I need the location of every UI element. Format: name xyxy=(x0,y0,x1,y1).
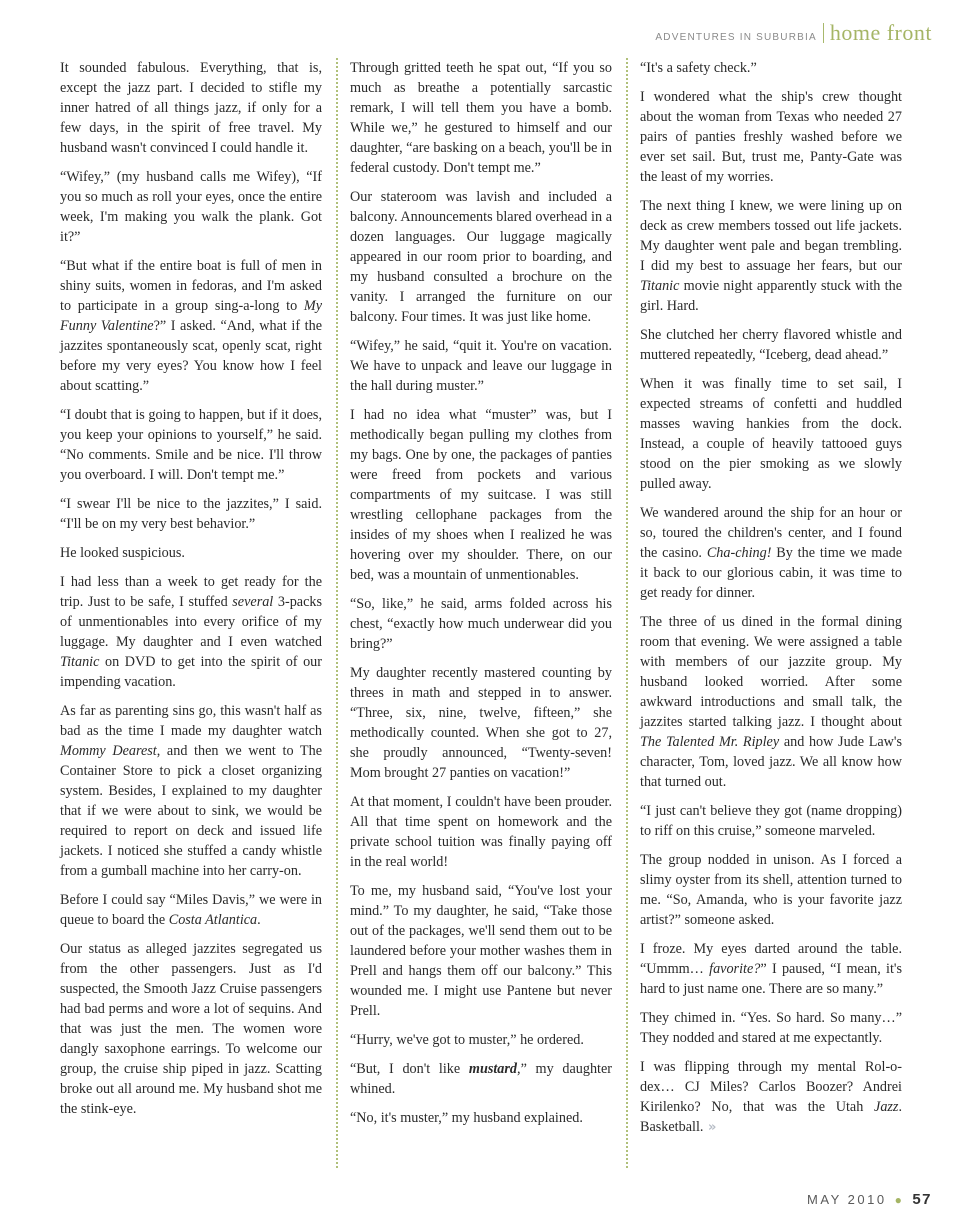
paragraph: As far as parenting sins go, this wasn't half as bad as the time I made my daughter watch Mommy Dearest, and then we went to The Container Store to pick a closet organizing system. Besides, I explained to my daughter that if we were about to sink, we would be required to report on deck and issued life jackets. I noticed she stuffed a candy whistle from a gumball machine into her carry-on. xyxy=(60,703,322,879)
paragraph: They chimed in. “Yes. So hard. So many…” They nodded and stared at me expectantly. xyxy=(640,1010,902,1046)
paragraph: Our stateroom was lavish and included a balcony. Announcements blared overhead in a dozen languages. Our luggage magically appeared in our room prior to boarding, and my husband consulted a brochure on the vanity. I arranged the furniture on our balcony. Four times. It was just like home. xyxy=(350,189,612,325)
paragraph: “But, I don't like mustard,” my daughter whined. xyxy=(350,1061,613,1097)
header-divider xyxy=(823,23,824,43)
end-of-page-chevron-icon: » xyxy=(703,1120,717,1135)
issue-date: MAY 2010 xyxy=(807,1192,887,1207)
paragraph: “I just can't believe they got (name dropping) to riff on this cruise,” someone marveled. xyxy=(640,803,902,839)
paragraph: Our status as alleged jazzites segregated us from the other passengers. Just as I'd suspected, the Smooth Jazz Cruise passengers had bad perms and wore a lot of sequins. And that was just the men. The women wore dangly saxophone earrings. To welcome our group, the cruise ship piped in jazz. Scatting broke out all around me. My husband shot me the stink-eye. xyxy=(60,941,322,1117)
header-kicker: ADVENTURES IN SUBURBIA xyxy=(655,32,817,43)
footer-bullet: ● xyxy=(894,1193,905,1207)
column-divider-1 xyxy=(336,58,338,1168)
article-column-1 xyxy=(60,58,322,1128)
paragraph: Before I could say “Miles Davis,” we were in queue to board the Costa Atlantica. xyxy=(60,892,322,928)
paragraph: When it was finally time to set sail, I expected streams of confetti and huddled masses waving hankies from the dock. Instead, a couple of heavily tattooed guys stood on the pier smoking as we slowly pulled away. xyxy=(640,376,902,492)
paragraph: It sounded fabulous. Everything, that is, except the jazz part. I decided to stifle my inner hatred of all things jazz, if only for a few days, in the spirit of free travel. My husband wasn't convinced I could handle it. xyxy=(60,60,322,156)
paragraph: “It's a safety check.” xyxy=(640,60,757,76)
article-column-2 xyxy=(350,58,612,1137)
paragraph: “No, it's muster,” my husband explained. xyxy=(350,1110,583,1126)
paragraph: The group nodded in unison. As I forced a slimy oyster from its shell, attention turned to me. “So, Amanda, who is your favorite jazz artist?” someone asked. xyxy=(640,852,902,928)
paragraph: “But what if the entire boat is full of men in shiny suits, women in fedoras, and I'm asked to participate in a group sing-a-long to My Funny Valentine?” I asked. “And, what if the jazzites spontaneously scat, openly scat, right before my very eyes? You know how I feel about scatting.” xyxy=(60,258,322,394)
paragraph: The three of us dined in the formal dining room that evening. We were assigned a table with members of our jazzite group. My husband looked worried. After some awkward introductions and small talk, the jazzites started talking jazz. I thought about The Talented Mr. Ripley and how Jude Law's character, Tom, loved jazz. We all know how that turned out. xyxy=(640,614,902,790)
paragraph: We wandered around the ship for an hour or so, toured the children's center, and I found the casino. Cha-ching! By the time we made it back to our glorious cabin, it was time to get ready for dinner. xyxy=(640,505,903,601)
article-column-3 xyxy=(640,58,902,1147)
paragraph: “So, like,” he said, arms folded across his chest, “exactly how much underwear did you bring?” xyxy=(350,596,612,652)
paragraph: My daughter recently mastered counting by threes in math and stepped in to answer. “Three, six, nine, twelve, fifteen,” she methodically counted. When she got to 27, she proudly announced, “Twenty-seven! Mom brought 27 panties on vacation!” xyxy=(350,665,612,781)
page-footer xyxy=(807,1191,932,1208)
paragraph: “I doubt that is going to happen, but if it does, you keep your opinions to yourself,” he said. “No comments. Smile and be nice. I'll throw you overboard. I will. Don't tempt me.” xyxy=(60,407,322,483)
page-number: 57 xyxy=(912,1191,932,1208)
paragraph: “Hurry, we've got to muster,” he ordered. xyxy=(350,1032,584,1048)
paragraph: The next thing I knew, we were lining up on deck as crew members tossed out life jackets. My daughter went pale and began trembling. I did my best to assuage her fears, but our Titanic movie night apparently stuck with the girl. Hard. xyxy=(640,198,902,314)
paragraph: I froze. My eyes darted around the table. “Ummm… favorite?” I paused, “I mean, it's hard to just name one. There are so many.” xyxy=(640,941,902,997)
paragraph: “Wifey,” he said, “quit it. You're on vacation. We have to unpack and leave our luggage in the hall during muster.” xyxy=(350,338,612,394)
column-divider-2 xyxy=(626,58,628,1168)
paragraph: To me, my husband said, “You've lost your mind.” To my daughter, he said, “Take those out of the packages, we'll send them out to be laundered before your mother washes them in Prell and hangs them off our balcony.” This wounded me. I might use Pantene but never Prell. xyxy=(350,883,612,1019)
paragraph: I had no idea what “muster” was, but I methodically began pulling my clothes from my bags. One by one, the packages of panties were freed from pockets and various compartments of my suitcase. I was still wrestling cellophane packages from the insides of my shoes when I realized he was hovering over my shoulder. There, on our bed, was a mountain of unmentionables. xyxy=(350,407,612,583)
paragraph: He looked suspicious. xyxy=(60,545,185,561)
paragraph: I was flipping through my mental Rol-o-dex… CJ Miles? Carlos Boozer? Andrei Kirilenko? No, that was the Utah Jazz. Basketball. » xyxy=(640,1059,902,1135)
running-header xyxy=(655,20,932,46)
paragraph: She clutched her cherry flavored whistle and muttered repeatedly, “Iceberg, dead ahead.” xyxy=(640,327,902,363)
paragraph: At that moment, I couldn't have been prouder. All that time spent on homework and the private school tuition was finally paying off in the real world! xyxy=(350,794,612,870)
paragraph: “I swear I'll be nice to the jazzites,” I said. “I'll be on my very best behavior.” xyxy=(60,496,322,532)
header-section-title: home front xyxy=(829,20,932,45)
paragraph: I had less than a week to get ready for the trip. Just to be safe, I stuffed several 3-packs of unmentionables into every orifice of my luggage. My daughter and I even watched Titanic on DVD to get into the spirit of our impending vacation. xyxy=(60,574,322,690)
paragraph: I wondered what the ship's crew thought about the woman from Texas who needed 27 pairs of panties freshly washed before we ever set sail. But, trust me, Panty-Gate was the least of my worries. xyxy=(640,89,902,185)
paragraph: “Wifey,” (my husband calls me Wifey), “If you so much as roll your eyes, once the entire week, I'm making you walk the plank. Got it?” xyxy=(60,169,322,245)
paragraph: Through gritted teeth he spat out, “If you so much as breathe a potentially sarcastic remark, I will tell them you have a bomb. While we,” he gestured to himself and our daughter, “are basking on a beach, you'll be in federal custody. Don't tempt me.” xyxy=(350,60,612,176)
